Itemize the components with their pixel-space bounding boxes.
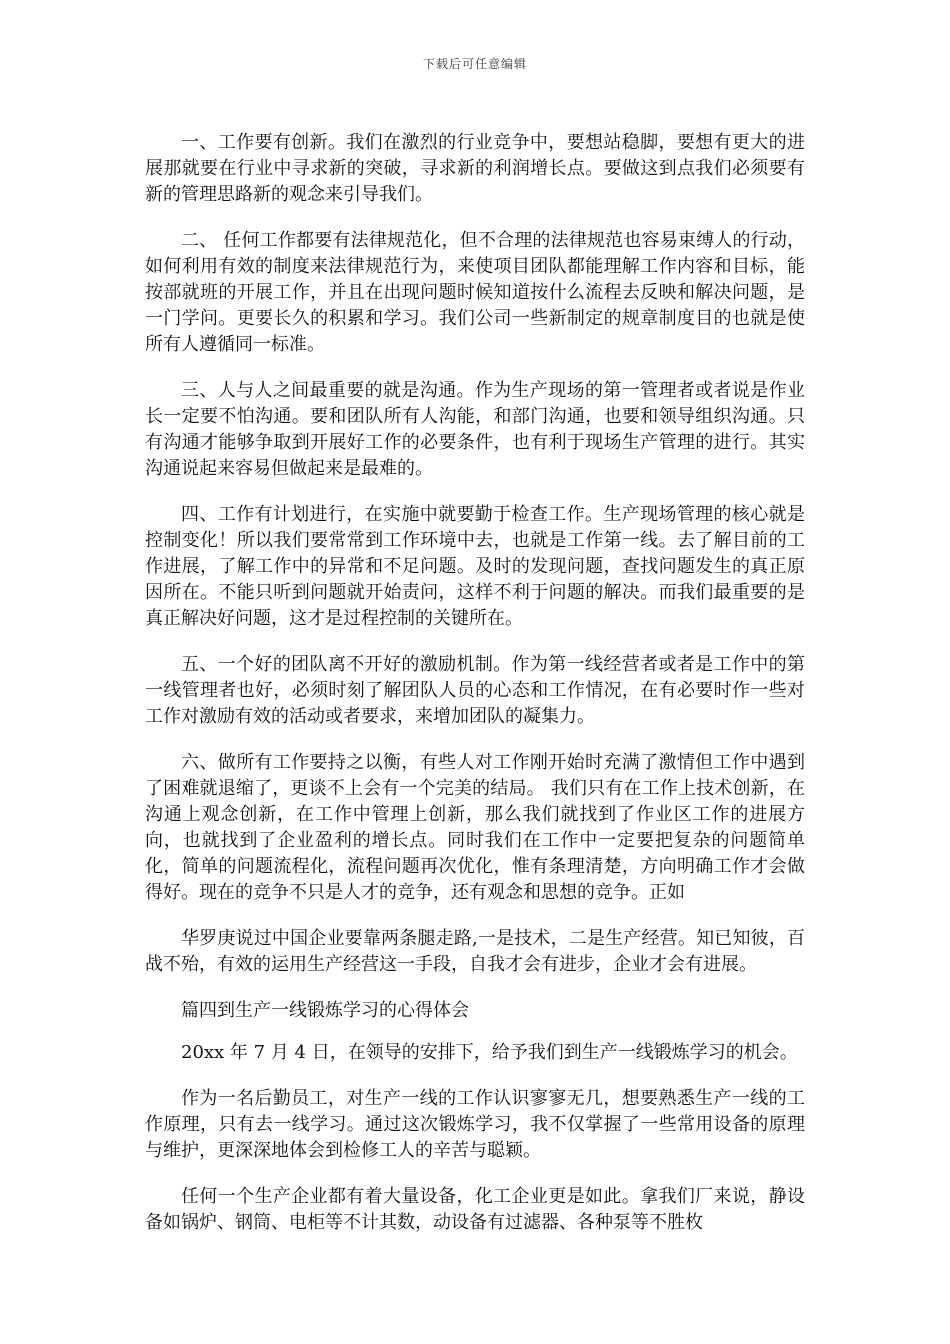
paragraph-1: 一、工作要有创新。我们在激烈的行业竞争中，要想站稳脚，要想有更大的进展那就要在行业中寻求新的突破，寻求新的利润增长点。要做这到点我们必须要有新的管理思路新的观念来引导我们。 bbox=[145, 132, 805, 205]
paragraph-6: 六、做所有工作要持之以衡，有些人对工作刚开始时充满了激情但工作中遇到了困难就退缩了，更谈不上会有一个完美的结局。 我们只有在工作上技术创新，在沟通上观念创新，在工作中管理上创新，那么我们就找到了作业区工作的进展方向，也就找到了企业盈利的增长点。同时我们在工作中一定要把复杂的问题简单化，简单的问题流程化，流程问题再次优化，惟有条理清楚，方向明确工作才会做得好。现在的竞争不只是人才的竞争，还有观念和思想的竞争。正如 bbox=[145, 752, 805, 903]
paragraph-5: 五、一个好的团队离不开好的激励机制。作为第一线经营者或者是工作中的第一线管理者也好，必须时刻了解团队人员的心态和工作情况，在有必要时作一些对工作对激励有效的活动或者要求，来增加团队的凝集力。 bbox=[145, 654, 805, 727]
paragraph-4: 四、工作有计划进行，在实施中就要勤于检查工作。生产现场管理的核心就是控制变化！所以我们要常常到工作环境中去，也就是工作第一线。去了解目前的工作进展，了解工作中的异常和不足问题。及时的发现问题，查找问题发生的真正原因所在。不能只听到问题就开始责问，这样不利于问题的解决。而我们最重要的是真正解决好问题，这才是过程控制的关键所在。 bbox=[145, 504, 805, 629]
paragraph-7: 华罗庚说过中国企业要靠两条腿走路,一是技术，二是生产经营。知已知彼，百战不殆，有效的运用生产经营这一手段，自我才会有进步，企业才会有进展。 bbox=[145, 928, 805, 975]
section-heading: 篇四到生产一线锻炼学习的心得体会 bbox=[181, 1000, 469, 1021]
paragraph-3: 三、人与人之间最重要的就是沟通。作为生产现场的第一管理者或者说是作业长一定要不怕沟通。要和团队所有人沟能，和部门沟通，也要和领导组织沟通。只有沟通才能够争取到开展好工作的必要条件，也有利于现场生产管理的进行。其实沟通说起来容易但做起来是最难的。 bbox=[145, 380, 805, 479]
paragraph-8: 20xx 年 7 月 4 日，在领导的安排下，给予我们到生产一线锻炼学习的机会。 bbox=[181, 1042, 798, 1063]
page-header: 下载后可任意编辑 bbox=[422, 57, 527, 71]
paragraph-9: 作为一名后勤员工，对生产一线的工作认识寥寥无几，想要熟悉生产一线的工作原理，只有去一线学习。通过这次锻炼学习，我不仅掌握了一些常用设备的原理与维护，更深深地体会到检修工人的辛苦与聪颖。 bbox=[145, 1088, 805, 1161]
paragraph-10: 任何一个生产企业都有着大量设备，化工企业更是如此。拿我们厂来说，静设备如锅炉、钢筒、电柜等不计其数，动设备有过滤器、各种泵等不胜枚 bbox=[145, 1186, 805, 1233]
document-body bbox=[145, 130, 805, 1256]
paragraph-2: 二、 任何工作都要有法律规范化，但不合理的法律规范也容易束缚人的行动，如何利用有效的制度来法律规范行为，来使项目团队都能理解工作内容和目标，能按部就班的开展工作，并且在出现问题时候知道按什么流程去反映和解决问题，是一门学问。更要长久的积累和学习。我们公司一些新制定的规章制度目的也就是使所有人遵循同一标准。 bbox=[145, 230, 805, 355]
